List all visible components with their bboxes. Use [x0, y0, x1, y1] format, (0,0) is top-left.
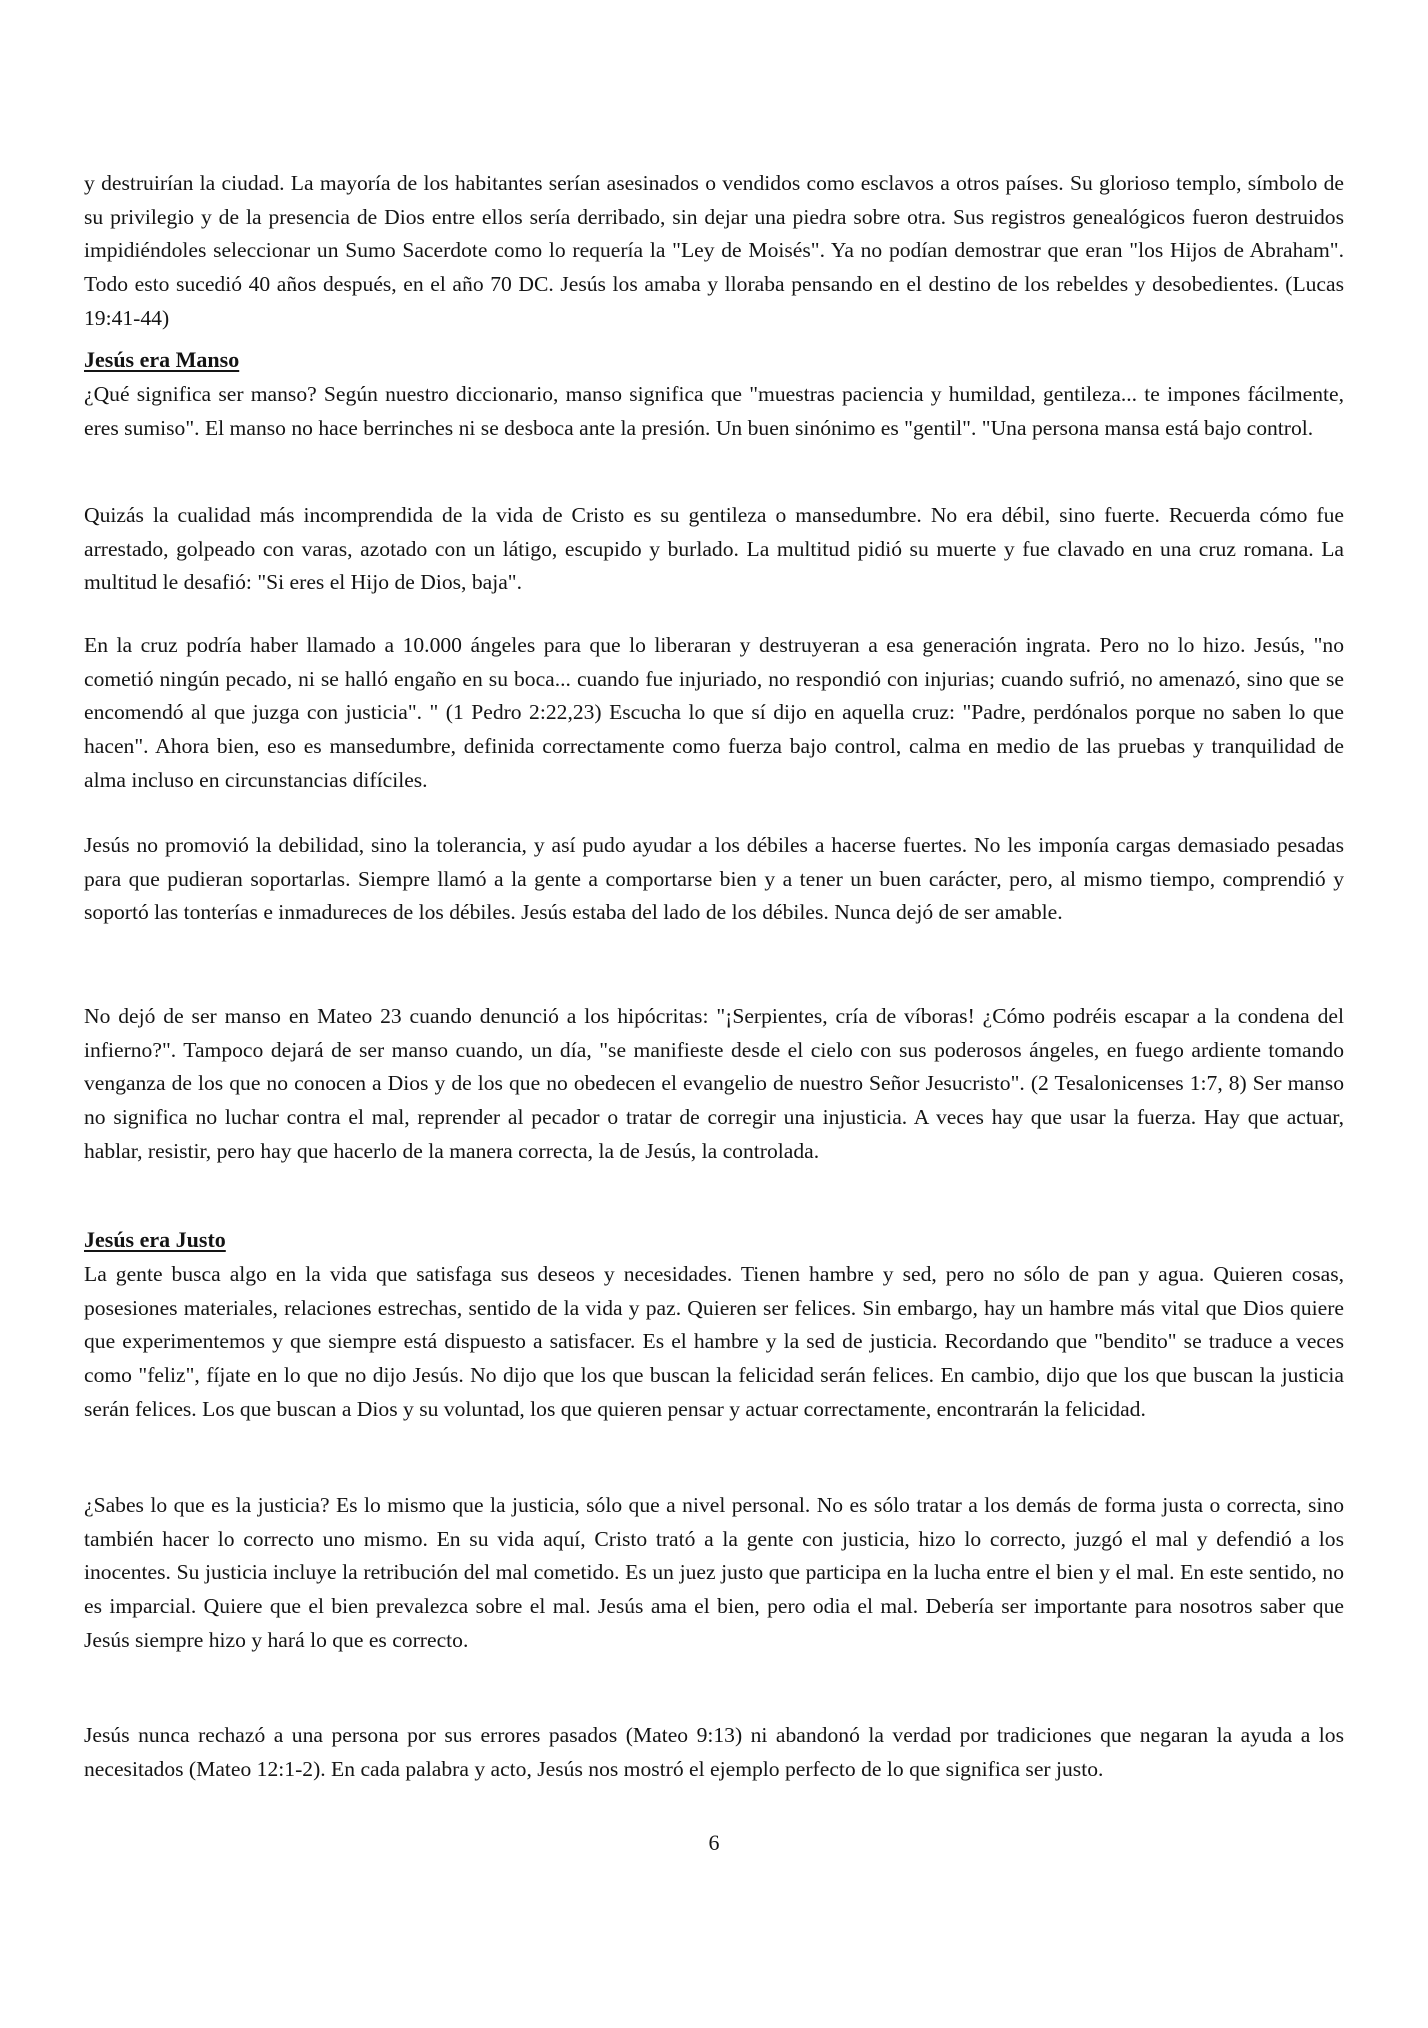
- paragraph-justo-ejemplo: Jesús nunca rechazó a una persona por sus errores pasados (Mateo 9:13) ni abandonó la verdad por tradiciones que negaran la ayuda a los necesitados (Mateo 12:1-2). En cada palabra y acto, Jesús nos mostró el ejemplo perfecto de lo que significa ser justo.: [84, 1723, 1344, 1781]
- paragraph-manso-cruz: En la cruz podría haber llamado a 10.000 ángeles para que lo liberaran y destruyeran a esa generación ingrata. Pero no lo hizo. Jesús, "no cometió ningún pecado, ni se halló engaño en su boca... cuando fue injuriado, no respondió con injurias; cuando sufrió, no amenazó, sino que se encomendó al que juzga con justicia". " (1 Pedro 2:22,23) Escucha lo que sí dijo en aquella cruz: "Padre, perdónalos porque no saben lo que hacen". Ahora bien, eso es mansedumbre, definida correctamente como fuerza bajo control, calma en medio de las pruebas y tranquilidad de alma incluso en circunstancias difíciles.: [84, 633, 1344, 792]
- paragraph-manso-debilidad: Jesús no promovió la debilidad, sino la tolerancia, y así pudo ayudar a los débiles a hacerse fuertes. No les imponía cargas demasiado pesadas para que pudieran soportarlas. Siempre llamó a la gente a comportarse bien y a tener un buen carácter, pero, al mismo tiempo, comprendió y soportó las tonterías e inmadureces de los débiles. Jesús estaba del lado de los débiles. Nunca dejó de ser amable.: [84, 833, 1344, 925]
- paragraph-manso-mateo: No dejó de ser manso en Mateo 23 cuando denunció a los hipócritas: "¡Serpientes, cría de víboras! ¿Cómo podréis escapar a la condena del infierno?". Tampoco dejará de ser manso cuando, un día, "se manifieste desde el cielo con sus poderosos ángeles, en fuego ardiente tomando venganza de los que no conocen a Dios y de los que no obedecen el evangelio de nuestro Señor Jesucristo". (2 Tesalonicenses 1:7, 8) Ser manso no significa no luchar contra el mal, reprender al pecador o tratar de corregir una injusticia. A veces hay que usar la fuerza. Hay que actuar, hablar, resistir, pero hay que hacerlo de la manera correcta, la de Jesús, la controlada.: [84, 1004, 1344, 1163]
- paragraph-intro: y destruirían la ciudad. La mayoría de los habitantes serían asesinados o vendidos como esclavos a otros países. Su glorioso templo, símbolo de su privilegio y de la presencia de Dios entre ellos sería derribado, sin dejar una piedra sobre otra. Sus registros genealógicos fueron destruidos impidiéndoles seleccionar un Sumo Sacerdote como lo requería la "Ley de Moisés". Ya no podían demostrar que eran "los Hijos de Abraham". Todo esto sucedió 40 años después, en el año 70 DC. Jesús los amaba y lloraba pensando en el destino de los rebeldes y desobedientes. (Lucas 19:41-44): [84, 171, 1344, 330]
- heading-jesus-era-manso: Jesús era Manso: [84, 347, 240, 372]
- page-number: 6: [708, 1830, 720, 1855]
- paragraph-justo-hambre: La gente busca algo en la vida que satisfaga sus deseos y necesidades. Tienen hambre y sed, pero no sólo de pan y agua. Quieren cosas, posesiones materiales, relaciones estrechas, sentido de la vida y paz. Quieren ser felices. Sin embargo, hay un hambre más vital que Dios quiere que experimentemos y que siempre está dispuesto a satisfacer. Es el hambre y la sed de justicia. Recordando que "bendito" se traduce a veces como "feliz", fíjate en lo que no dijo Jesús. No dijo que los que buscan la felicidad serán felices. En cambio, dijo que los que buscan la justicia serán felices. Los que buscan a Dios y su voluntad, los que quieren pensar y actuar correctamente, encontrarán la felicidad.: [84, 1262, 1344, 1421]
- paragraph-manso-definition: ¿Qué significa ser manso? Según nuestro diccionario, manso significa que "muestras paciencia y humildad, gentileza... te impones fácilmente, eres sumiso". El manso no hace berrinches ni se desboca ante la presión. Un buen sinónimo es "gentil". "Una persona mansa está bajo control.: [84, 382, 1344, 440]
- paragraph-manso-cualidad: Quizás la cualidad más incomprendida de la vida de Cristo es su gentileza o mansedumbre. No era débil, sino fuerte. Recuerda cómo fue arrestado, golpeado con varas, azotado con un látigo, escupido y burlado. La multitud pidió su muerte y fue clavado en una cruz romana. La multitud le desafió: "Si eres el Hijo de Dios, baja".: [84, 503, 1344, 595]
- heading-jesus-era-justo: Jesús era Justo: [84, 1227, 226, 1252]
- paragraph-justo-justicia: ¿Sabes lo que es la justicia? Es lo mismo que la justicia, sólo que a nivel personal. No es sólo tratar a los demás de forma justa o correcta, sino también hacer lo correcto uno mismo. En su vida aquí, Cristo trató a la gente con justicia, hizo lo correcto, juzgó el mal y defendió a los inocentes. Su justicia incluye la retribución del mal cometido. Es un juez justo que participa en la lucha entre el bien y el mal. En este sentido, no es imparcial. Quiere que el bien prevalezca sobre el mal. Jesús ama el bien, pero odia el mal. Debería ser importante para nosotros saber que Jesús siempre hizo y hará lo que es correcto.: [84, 1493, 1344, 1652]
